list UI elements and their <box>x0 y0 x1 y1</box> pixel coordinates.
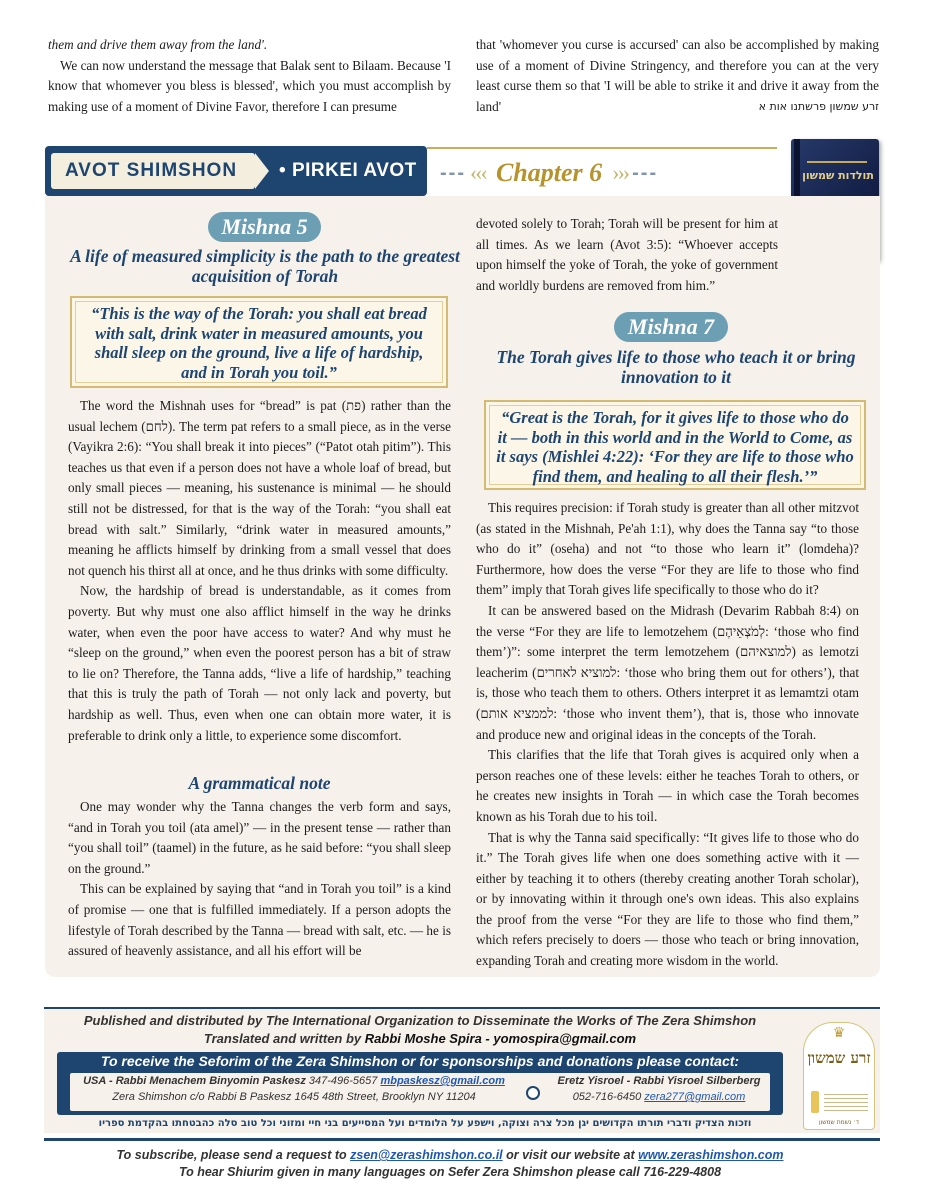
chevrons-left-icon: ‹‹‹ <box>469 160 486 185</box>
hebrew-blessing: וזכות הצדיק ודברי תורתו הקדושים יגן מכל צרה וצוקה, וישפע על הלומדים ועל המסייעים בני חיי ומזוני וכל טוב סלה כהבטחתו בהקדמת ספריו <box>98 1118 752 1129</box>
mishna-7-badge: Mishna 7 <box>614 312 728 342</box>
shiurim-line: To hear Shiurim given in many languages on Sefer Zera Shimshon please call 716-229-4808 <box>178 1165 722 1179</box>
candle-icon <box>811 1091 819 1113</box>
mishna-5-badge: Mishna 5 <box>208 212 321 242</box>
dashes-right: --- <box>632 161 659 184</box>
crown-icon: ♛ <box>832 1026 846 1041</box>
banner-arrow-icon <box>255 153 269 189</box>
mishna-5-subtitle: A life of measured simplicity is the path to the greatest acquisition of Torah <box>70 246 460 286</box>
mishna-7-paragraph-4: That is why the Tanna said specifically: “It gives life to those who do it.” The Torah gives life when one does something active with it — either by teaching it to others (thereby creating another Torah scholar), or by innovating within it through one's own ideas. This also explains the proof from the verse “For they are life to those who find them,” which refers precisely to doers — those who teach or bring innovation, expanding Torah and creating more wisdom in the world. <box>476 829 859 969</box>
mishna-5-body <box>68 396 451 746</box>
top-left-paragraph-1: them and drive them away from the land'. <box>48 37 268 52</box>
publisher-line: Published and distributed by The International Organization to Disseminate the Works of The Zera Shimshon <box>83 1013 757 1028</box>
usa-email-link[interactable]: mbpaskesz@gmail.com <box>380 1075 505 1087</box>
top-right-column <box>476 35 879 117</box>
grammatical-note-heading: A grammatical note <box>188 773 331 793</box>
zera-shimshon-logo <box>803 1022 875 1130</box>
mishna-7-subtitle: The Torah gives life to those who teach it or bring innovation to it <box>496 347 856 387</box>
right-continuation-paragraph: devoted solely to Torah; Torah will be present for him at all times. As we learn (Avot 3:5): “Whoever accepts upon himself the yoke of Torah, the yoke of government and worldly burdens are removed from him.” <box>476 216 778 293</box>
chevrons-right-icon: ››› <box>612 160 629 185</box>
top-left-column <box>48 35 451 117</box>
chapter-heading <box>440 156 780 190</box>
grammatical-note-paragraph-1: One may wonder why the Tanna changes the verb form and says, “and in Torah you toil (ata amel)” — in the present tense — rather than “you shall toil” (taamel) in the future, as he said before: “you shall sleep on the ground.” <box>68 799 451 876</box>
translator-line: Translated and written by Rabbi Moshe Spira - yomospira@gmail.com <box>203 1031 637 1046</box>
contact-title: To receive the Seforim of the Zera Shimshon or for sponsorships and donations please contact: <box>100 1053 740 1069</box>
logo-text-lines <box>824 1091 868 1113</box>
mishna-5-paragraph-2: Now, the hardship of bread is understandable, as it comes from poverty. But why must one also afflict himself in the way he drinks water, when even the poor have access to water? And why must he “sleep on the ground,” when even the poorest person has a bit of straw to lie on? Therefore, the Tanna adds, “live a life of hardship,” teaching that this is truly the path of Torah — not only lack and poverty, but hardship as well. Thus, even when one can obtain more water, it is preferable to drink only a little, to experience some discomfort. <box>68 583 451 743</box>
top-left-paragraph-2: We can now understand the message that Balak sent to Bilaam. Because 'I know that whomever you bless is blessed', which you must accomplish by making use of a moment of Divine Favor, therefore I can presume <box>48 57 451 114</box>
section-banner <box>45 146 427 196</box>
top-right-paragraph: that 'whomever you curse is accursed' can also be accomplished by making use of a moment of Divine Stringency, and therefore you can at the very least curse them so that 'I will be able to strike it and drive it away from the land' זרע שמשון פרשתנו אות א <box>476 35 879 117</box>
israel-phone-email: 052-716-6450 zera277@gmail.com <box>572 1091 746 1103</box>
book-gold-line <box>807 161 867 163</box>
right-column-continuation <box>476 214 778 296</box>
logo-text: זרע שמשון <box>807 1049 871 1067</box>
banner-avot-shimshon: AVOT SHIMSHON <box>51 153 255 189</box>
website-link[interactable]: www.zerashimshon.com <box>638 1148 784 1162</box>
chapter-title: Chapter 6 <box>495 158 603 187</box>
israel-email-link[interactable]: zera277@gmail.com <box>644 1091 746 1103</box>
israel-contact: Eretz Yisroel - Rabbi Yisroel Silberberg <box>557 1075 761 1087</box>
banner-pirkei-avot: • PIRKEI AVOT <box>279 160 417 181</box>
gold-divider <box>427 147 777 149</box>
mishna-7-paragraph-1: This requires precision: if Torah study is greater than all other mitzvot (as stated in the Mishnah, Pe'ah 1:1), why does the Tanna say “to those who do it” (oseha) and not “to those who learn it” (lomdeha)? Furthermore, how does the verse “For they are life to those who find them” imply that Torah gives life specifically to those who do it? <box>476 500 859 598</box>
mishna-7-quote: “Great is the Torah, for it gives life to those who do it — both in this world and in the World to Come, as it says (Mishlei 4:22): ‘For they are life to those who find them, and healing to all their flesh.’” <box>484 400 866 490</box>
usa-address: Zera Shimshon c/o Rabbi B Paskesz 1645 48th Street, Brooklyn NY 11204 <box>112 1091 476 1103</box>
mishna-5-paragraph-1: The word the Mishnah uses for “bread” is pat (פת) rather than the usual lechem (לחם). The term pat refers to a small piece, as in the verse (Vayikra 2:6): “You shall break it into pieces” (“Patot otah pitim”). This teaches us that even if a person does not have a whole loaf of bread, but only small pieces — meaning, his sustenance is minimal — he should still not be distressed, for that is the way of the Torah: “you shall eat bread with salt.” Similarly, “drink water in measured amounts,” meaning he afflicts himself by drinking from a small vessel that does not quench his thirst all at once, and he thus drinks with some difficulty. <box>68 398 452 578</box>
mishna-7-paragraph-2: It can be answered based on the Midrash (Devarim Rabbah 8:4) on the verse “For they are life to lemotzehem (לְמֹצְאֵיהֶם: ‘those who find them’)”: some interpret the term lemotzehem (למוצאיהם) as lemotzi leacherim (למוציא לאחרים: ‘those who bring them out for others’), that is, those who teach them to others. Others interpret it as lemamtzi otam (לממציא אותם: ‘those who invent them’), that is, those who innovate and produce new and original ideas in the concepts of the Torah. <box>476 602 859 742</box>
subscribe-line: To subscribe, please send a request to zsen@zerashimshon.co.il or visit our website at www.zerashimshon.com <box>116 1148 784 1162</box>
mishna-7-paragraph-3: This clarifies that the life that Torah gives is acquired only when a person reaches one of these levels: either he teaches Torah to others, or he creates new insights in Torah — in which case the Torah becomes known as his Torah due to his toil. <box>476 747 859 824</box>
divider-dot-icon <box>526 1086 540 1100</box>
subscribe-email-link[interactable]: zsen@zerashimshon.co.il <box>350 1148 503 1162</box>
book-title: תולדות שמשון <box>802 169 874 182</box>
logo-subtext: ד׳ נשמת שמשון <box>818 1119 860 1126</box>
usa-contact: USA - Rabbi Menachem Binyomin Paskesz 347-496-5657 mbpaskesz@gmail.com <box>83 1075 505 1087</box>
grammatical-note-paragraph-2: This can be explained by saying that “and in Torah you toil” is a kind of promise — one that is fulfilled immediately. If a person adopts the lifestyle of Torah described by the Tanna — bread with salt, etc. — he is assured of heavenly assistance, and all his effort will be <box>68 881 451 959</box>
mishna-7-body <box>476 498 859 972</box>
dashes-left: --- <box>440 161 466 184</box>
hebrew-source: זרע שמשון פרשתנו אות א <box>758 99 879 113</box>
footer-bottom-rule <box>44 1138 880 1141</box>
mishna-5-quote: “This is the way of the Torah: you shall eat bread with salt, drink water in measured amounts, you shall sleep on the ground, live a life of hardship, and in Torah you toil.” <box>70 296 448 388</box>
translator-name: Rabbi Moshe Spira - yomospira@gmail.com <box>364 1031 637 1046</box>
grammatical-note-body <box>68 797 451 962</box>
